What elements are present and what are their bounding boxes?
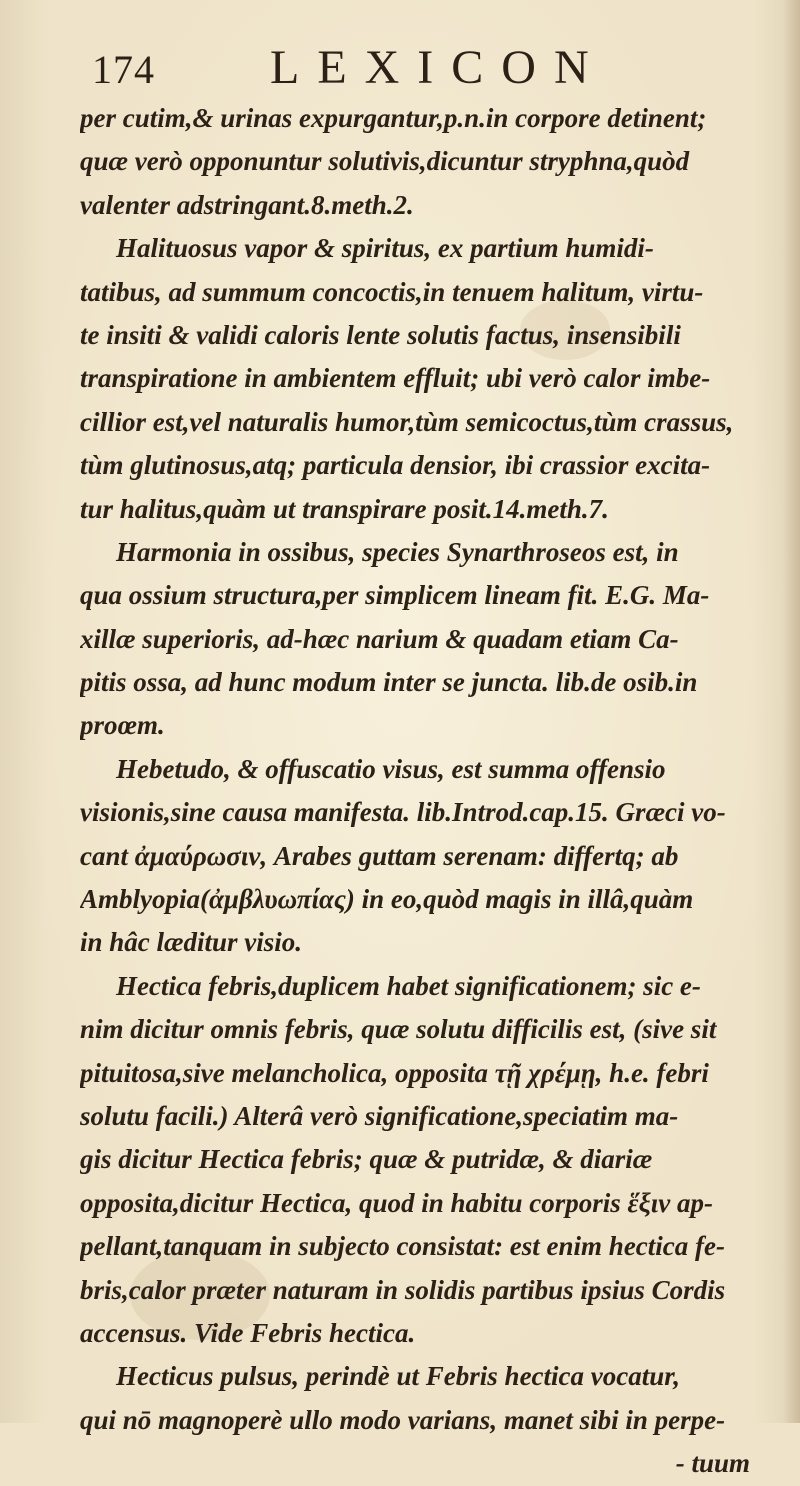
- text-line: pitis ossa, ad hunc modum inter se juncta. lib.de osib.in: [80, 667, 698, 698]
- page-edge-shadow: [782, 0, 800, 1423]
- text-line: Amblyopia(ἀμβλυωπίας) in eo,quòd magis in illâ,quàm: [80, 884, 694, 915]
- text-line: pellant,tanquam in subjecto consistat: est enim hectica fe-: [80, 1231, 725, 1262]
- text-line: visionis,sine causa manifesta. lib.Introd.cap.15. Græci vo-: [80, 797, 726, 828]
- text-line: pituitosa,sive melancholica, opposita τῇ χρέμῃ, h.e. febri: [80, 1057, 709, 1088]
- text-line: per cutim,& urinas expurgantur,p.n.in corpore detinent;: [80, 103, 707, 133]
- entry-hectica-febris: Hectica febris,duplicem habet significationem; sic e-: [116, 970, 701, 1001]
- entry-hebetudo: Hebetudo, & offuscatio visus, est summa offensio: [116, 753, 666, 784]
- text-line: cant ἀμαύρωσιν, Arabes guttam serenam: differtq; ab: [80, 840, 679, 871]
- text-line: qui nō magnoperè ullo modo varians, manet sibi in perpe-: [80, 1404, 726, 1435]
- running-title: LEXICON: [270, 41, 607, 94]
- text-line: nim dicitur omnis febris, quæ solutu difficilis est, (sive sit: [80, 1014, 717, 1045]
- entry-halituosus: Halituosus vapor & spiritus, ex partium humidi-: [116, 233, 654, 264]
- text-line: solutu facili.) Alterâ verò significatione,speciatim ma-: [80, 1100, 679, 1131]
- text-line: tùm glutinosus,atq; particula densior, ibi crassior excita-: [80, 450, 711, 481]
- text-line: tur halitus,quàm ut transpirare posit.14.meth.7.: [80, 493, 609, 524]
- text-line: proœm.: [80, 710, 165, 741]
- entry-hecticus-pulsus: Hecticus pulsus, perindè ut Febris hectica vocatur,: [116, 1361, 681, 1392]
- text-line: qua ossium structura,per simplicem lineam fit. E.G. Ma-: [80, 580, 710, 611]
- text-line: quæ verò opponuntur solutivis,dicuntur stryphna,quòd: [80, 146, 690, 177]
- page-number: 174: [92, 47, 155, 92]
- text-line: te insiti & validi caloris lente solutis factus, insensibili: [80, 319, 681, 350]
- text-line: bris,calor præter naturam in solidis partibus ipsius Cordis: [80, 1274, 726, 1305]
- text-line: valenter adstringant.8.meth.2.: [80, 189, 414, 220]
- text-line: opposita,dicitur Hectica, quod in habitu corporis ἕξιν ap-: [80, 1187, 713, 1218]
- text-line: cillior est,vel naturalis humor,tùm semicoctus,tùm crassus,: [80, 406, 734, 437]
- text-line: accensus. Vide Febris hectica.: [80, 1317, 416, 1348]
- text-line: transpiratione in ambientem effluit; ubi verò calor imbe-: [80, 363, 711, 394]
- page-header: [92, 40, 732, 96]
- lexicon-text: [80, 97, 760, 1486]
- text-line: in hâc læditur visio.: [80, 927, 303, 958]
- catchword: - tuum: [675, 1448, 750, 1479]
- text-line: gis dicitur Hectica febris; quæ & putridæ, & diariæ: [80, 1144, 653, 1175]
- text-line: xillæ superioris, ad-hæc narium & quadam etiam Ca-: [80, 623, 679, 654]
- entry-harmonia: Harmonia in ossibus, species Synarthroseos est, in: [116, 536, 679, 567]
- text-line: tatibus, ad summum concoctis,in tenuem halitum, virtu-: [80, 276, 704, 307]
